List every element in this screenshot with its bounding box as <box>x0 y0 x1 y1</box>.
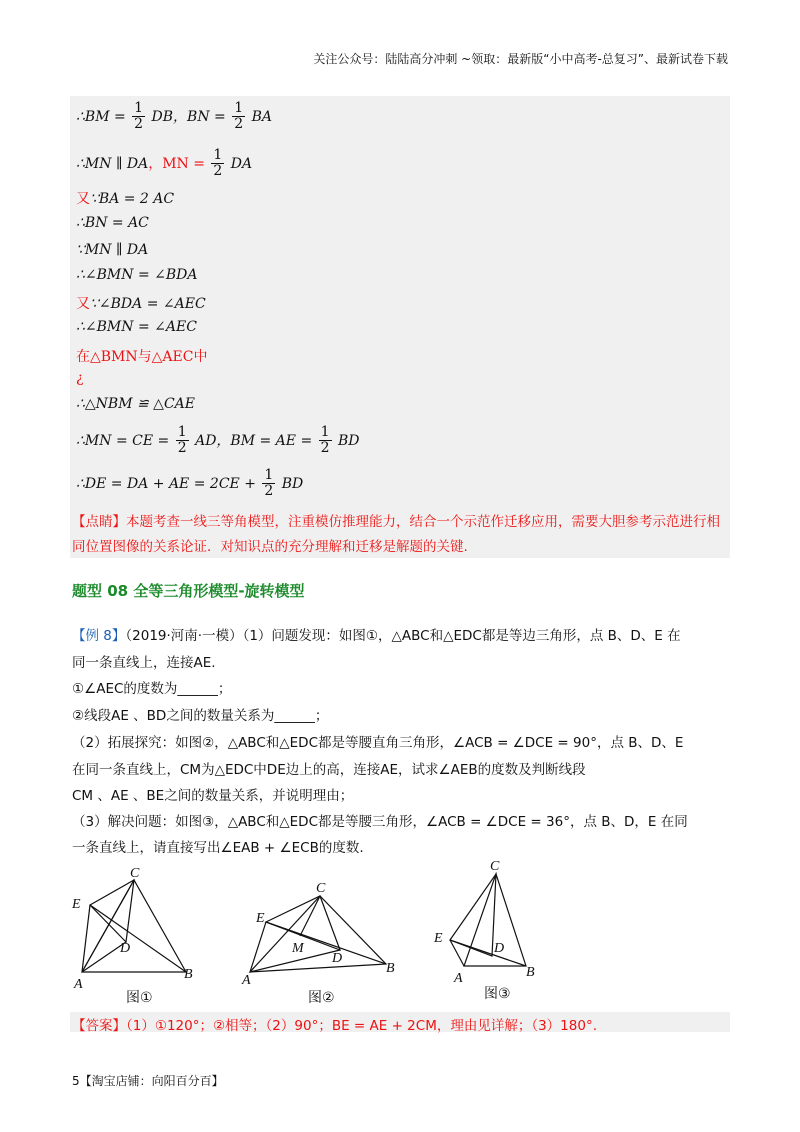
solution-line-4: ∴BN = AC <box>76 215 149 231</box>
problem-line-9: 一条直线上，请直接写出∠EAB + ∠ECB的度数. <box>72 840 364 856</box>
fig3-label-b: B <box>526 965 535 980</box>
fig1-label-c: C <box>130 866 140 881</box>
page-header: 关注公众号：陆陆高分冲刺 ~领取：最新版“小中高考-总复习”、最新试卷下载 <box>313 52 728 66</box>
section-title: 题型 08 全等三角形模型-旋转模型 <box>72 582 305 600</box>
problem-line-3: ①∠AEC的度数为______； <box>72 681 232 697</box>
figure-3 <box>428 860 558 1005</box>
solution-line-7: 又∵∠BDA = ∠AEC <box>76 296 206 312</box>
figure-2 <box>238 860 408 1005</box>
solution-line-8: ∴∠BMN = ∠AEC <box>76 319 197 335</box>
figure-1 <box>68 860 208 1005</box>
fig3-caption: 图③ <box>484 986 511 1002</box>
fig2-caption: 图② <box>308 990 335 1005</box>
solution-line-12: ∴MN = CE = $\frac{1}{2}$ AD，BM = AE = $\frac{1}{2}$ BD <box>76 424 360 457</box>
fig1-caption: 图① <box>126 990 153 1005</box>
solution-line-10: ¿ <box>76 370 84 386</box>
fig1-label-a: A <box>74 977 83 992</box>
fig3-label-e: E <box>434 931 443 946</box>
fig3-label-c: C <box>490 860 500 874</box>
problem-line-4: ②线段AE 、BD之间的数量关系为______； <box>72 708 329 724</box>
page-footer: 5【淘宝店铺：向阳百分百】 <box>72 1074 224 1088</box>
problem-line-2: 同一条直线上，连接AE. <box>72 655 216 671</box>
fig1-label-b: B <box>184 967 193 982</box>
answer-line: 【答案】（1）①120°；②相等；（2）90°；BE = AE + 2CM，理由见详解；（3）180°. <box>72 1018 597 1034</box>
fig3-label-a: A <box>454 971 463 986</box>
problem-line-1: 【例 8】（2019·河南·一模）（1）问题发现：如图①，△ABC和△EDC都是等边三角形，点 B、D、E 在 <box>72 628 681 644</box>
fig2-label-c: C <box>316 881 326 896</box>
fig3-label-d: D <box>494 941 505 956</box>
problem-line-7: CM 、AE 、BE之间的数量关系，并说明理由； <box>72 788 354 804</box>
fig2-label-d: D <box>332 951 343 966</box>
solution-line-13: ∴DE = DA + AE = 2CE + $\frac{1}{2}$ BD <box>76 467 304 500</box>
solution-line-9: 在△BMN与△AEC中 <box>76 349 208 365</box>
solution-line-5: ∵MN ∥ DA <box>76 242 149 258</box>
solution-line-6: ∴∠BMN = ∠BDA <box>76 267 198 283</box>
problem-line-6: 在同一条直线上，CM为△EDC中DE边上的高，连接AE，试求∠AEB的度数及判断线段 <box>72 762 586 778</box>
problem-line-8: （3）解决问题：如图③，△ABC和△EDC都是等腰三角形，∠ACB = ∠DCE = 36°，点 B、D，E 在同 <box>72 814 688 830</box>
fig1-label-d: D <box>120 941 131 956</box>
fig2-label-a: A <box>242 973 251 988</box>
solution-line-1: ∴BM = $\frac{1}{2}$ DB，BN = $\frac{1}{2}$ BA <box>76 100 273 133</box>
fig2-label-b: B <box>386 961 395 976</box>
solution-line-3: 又∵BA = 2 AC <box>76 191 175 207</box>
fig1-label-e: E <box>72 897 81 912</box>
solution-line-2: ∴MN ∥ DA，MN = $\frac{1}{2}$ DA <box>76 147 253 180</box>
solution-line-11: ∴△NBM ≌ △CAE <box>76 396 195 412</box>
fig2-label-m: M <box>292 941 304 956</box>
problem-line-5: （2）拓展探究：如图②，△ABC和△EDC都是等腰直角三角形，∠ACB = ∠DCE = 90°，点 B、D、E <box>72 735 684 751</box>
fig2-label-e: E <box>256 911 265 926</box>
key-point-note: 【点睛】本题考查一线三等角模型，注重模仿推理能力，结合一个示范作迁移应用，需要大胆参考示范进行相同位置图像的关系论证．对知识点的充分理解和迁移是解题的关键. <box>72 514 720 555</box>
